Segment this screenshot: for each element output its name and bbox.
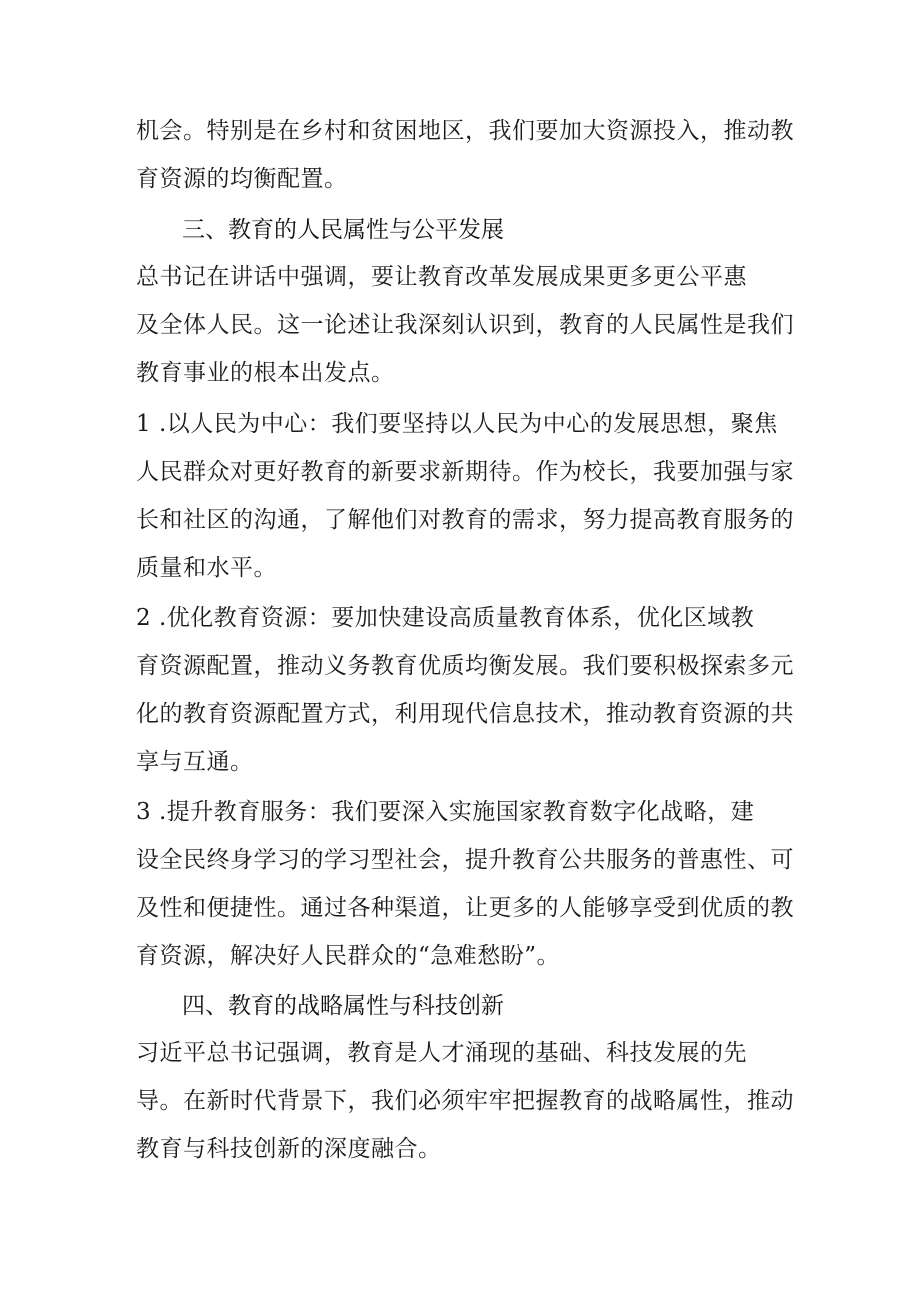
list-item (136, 594, 802, 786)
paragraph-line: 导。在新时代背景下，我们必须牢牢把握教育的战略属性，推动 (136, 1088, 794, 1114)
paragraph-line: 育资源配置，推动义务教育优质均衡发展。我们要积极探索多元 (136, 653, 794, 679)
paragraph-line: 习近平总书记强调，教育是人才涌现的基础、科技发展的先 (136, 1040, 747, 1066)
paragraph-line: 化的教育资源配置方式，利用现代信息技术，推动教育资源的共 (136, 701, 794, 727)
list-item (136, 788, 802, 980)
paragraph-line: 3 .提升教育服务：我们要深入实施国家教育数字化战略，建 (136, 799, 755, 825)
paragraph-line: 教育与科技创新的深度融合。 (136, 1136, 442, 1162)
paragraph-line: 教育事业的根本出发点。 (136, 360, 395, 386)
paragraph-line: 及全体人民。这一论述让我深刻认识到，教育的人民属性是我们 (136, 312, 794, 338)
paragraph-line: 享与互通。 (136, 749, 254, 775)
paragraph-line: 机会。特别是在乡村和贫困地区，我们要加大资源投入，推动教 (136, 118, 794, 144)
paragraph-line: 育资源的均衡配置。 (136, 166, 348, 192)
paragraph-line: 及性和便捷性。通过各种渠道，让更多的人能够享受到优质的教 (136, 895, 794, 921)
paragraph-line: 人民群众对更好教育的新要求新期待。作为校长，我要加强与家 (136, 459, 794, 485)
paragraph-line: 长和社区的沟通，了解他们对教育的需求，努力提高教育服务的 (136, 507, 794, 533)
section-heading: 四、教育的战略属性与科技创新 (182, 993, 504, 1019)
list-item (136, 400, 802, 592)
paragraph-line: 2 .优化教育资源：要加快建设高质量教育体系，优化区域教 (136, 605, 755, 631)
section-heading: 三、教育的人民属性与公平发展 (182, 217, 504, 243)
paragraph-line: 设全民终身学习的学习型社会，提升教育公共服务的普惠性、可 (136, 847, 794, 873)
paragraph-line: 1 .以人民为中心：我们要坚持以人民为中心的发展思想，聚焦 (136, 411, 778, 437)
paragraph (136, 1029, 802, 1173)
paragraph (136, 253, 802, 397)
paragraph (136, 107, 802, 203)
paragraph-line: 总书记在讲话中强调，要让教育改革发展成果更多更公平惠 (136, 264, 747, 290)
paragraph-line: 育资源，解决好人民群众的“急难愁盼”。 (136, 943, 561, 969)
paragraph-line: 质量和水平。 (136, 555, 277, 581)
